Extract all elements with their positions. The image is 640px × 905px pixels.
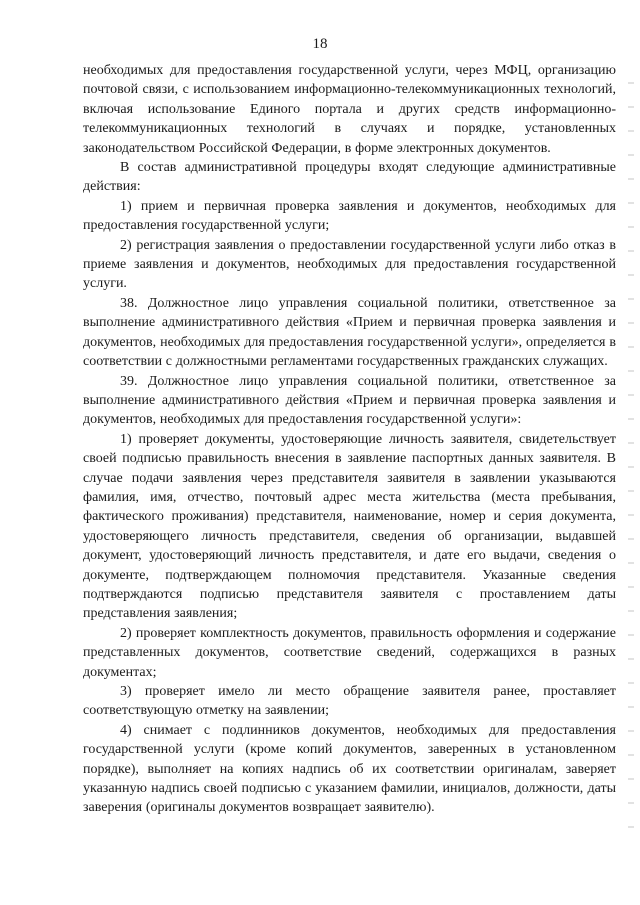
scan-edge-marks [628,60,634,840]
paragraph-clause-39: 39. Должностное лицо управления социальной политики, ответственное за выполнение административного действия «Прием и первичная проверка заявления и документов, необходимых для предоставления государственной услуги»: [83,373,616,428]
paragraph-duty-1: 1) проверяет документы, удостоверяющие личность заявителя, свидетельствует своей подписью правильность внесения в заявление паспортных данных заявителя. В случае подачи заявления через представителя заявителя в заявлении указываются фамилия, имя, отчество, почтовый адрес места жительства (места пребывания, фактического проживания) представителя, наименование, номер и серия документа, удостоверяющего личность представителя, сведения об организации, выдавшей документ, удостоверяющий личность представителя, и дате его выдачи, сведения о документе, подтверждающем полномочия представителя. Указанные сведения подтверждаются подписью представителя заявителя с проставлением даты представления заявления; [83,431,616,622]
paragraph-continuation: необходимых для предоставления государственной услуги, через МФЦ, организацию почтовой связи, с использованием информационно-телекоммуникационных технологий, включая использование Единого портала и других средств информационно-телекоммуникационных технологий в случаях и порядке, установленных законодательством Российской Федерации, в форме электронных документов. [83,63,616,156]
page-number: 18 [312,36,328,52]
paragraph-procedure-composition: В состав административной процедуры входят следующие административные действия: [83,160,616,195]
document-body [83,61,616,818]
paragraph-action-1: 1) прием и первичная проверка заявления и документов, необходимых для предоставления государственной услуги; [83,198,616,234]
paragraph-action-2: 2) регистрация заявления о предоставлении государственной услуги либо отказ в приеме заявления и документов, необходимых для предоставления государственной услуги. [83,237,616,292]
paragraph-duty-2: 2) проверяет комплектность документов, правильность оформления и содержание представленных документов, соответствие сведений, содержащихся в разных документах; [83,625,616,680]
paragraph-duty-3: 3) проверяет имело ли место обращение заявителя ранее, проставляет соответствующую отметку на заявлении; [83,684,616,719]
paragraph-duty-4: 4) снимает с подлинников документов, необходимых для предоставления государственной услуги (кроме копий документов, заверенных в установленном порядке), выполняет на копиях надпись об их соответствии оригиналам, заверяет указанную надпись своей подписью с указанием фамилии, инициалов, должности, даты заверения (оригиналы документов возвращает заявителю). [83,722,616,816]
paragraph-clause-38: 38. Должностное лицо управления социальной политики, ответственное за выполнение административного действия «Прием и первичная проверка заявления и документов, необходимых для предоставления государственной услуги», определяется в соответствии с должностными регламентами государственных гражданских служащих. [83,295,616,370]
